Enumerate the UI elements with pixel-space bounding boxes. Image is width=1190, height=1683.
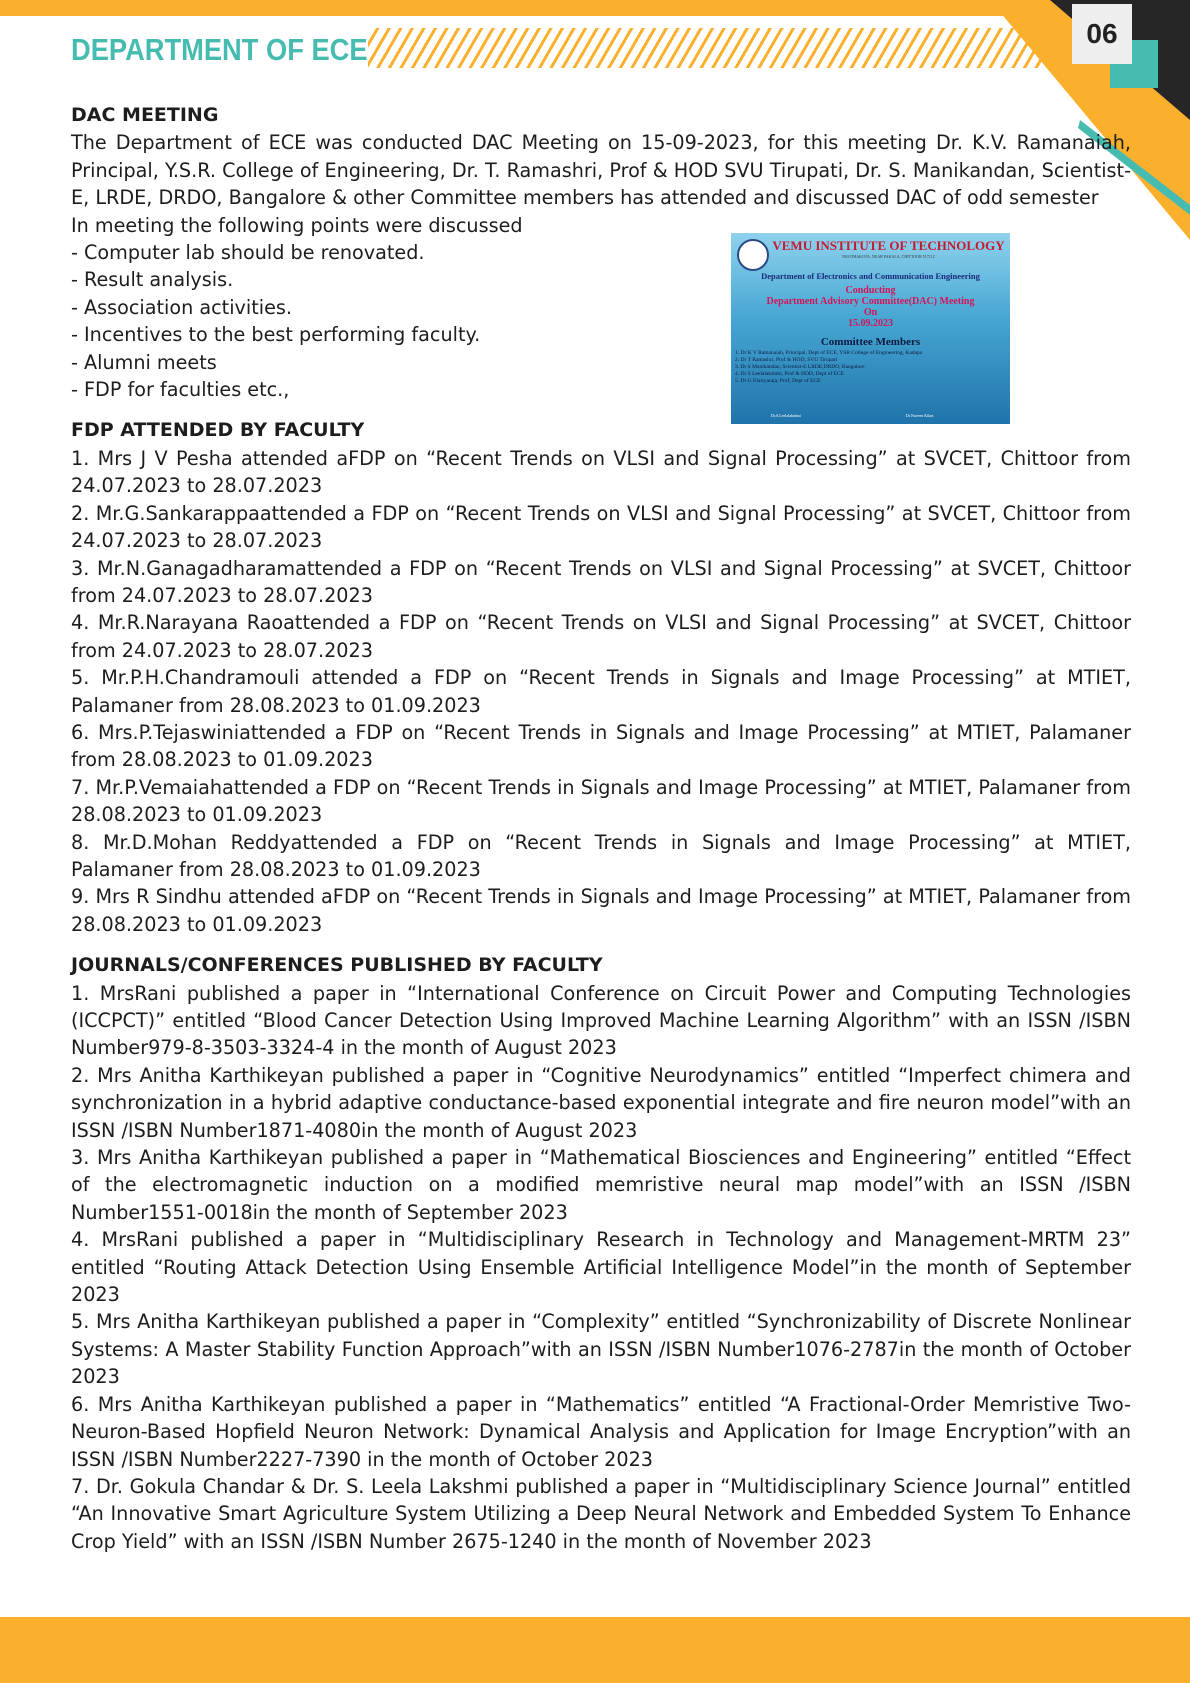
journals-list xyxy=(71,980,1131,1556)
list-item: 6. Mrs Anitha Karthikeyan published a paper in “Mathematics” entitled “A Fractional-Order Memristive Two-Neuron-Based Hopfield Neuron Network: Dynamical Analysis and Application for Image Encryption”with an ISSN /ISBN Number2227-7390 in the month of October 2023 xyxy=(71,1392,1131,1471)
poster-conducting-line: On xyxy=(863,307,878,318)
poster-member: 2. Dr T Ramashri, Prof & HOD, SVU Tirupati xyxy=(735,357,838,363)
list-item: - Computer lab should be renovated. xyxy=(71,241,425,265)
dac-meeting-poster xyxy=(731,233,1010,424)
list-item: 3. Mrs Anitha Karthikeyan published a paper in “Mathematical Biosciences and Engineering” entitled “Effect of the electromagnetic induction on a modified memristive neural map model”with an ISSN /ISBN Number1551-0018in the month of September 2023 xyxy=(71,1146,1131,1224)
department-title: DEPARTMENT OF ECE xyxy=(71,32,368,67)
fdp-heading: FDP ATTENDED BY FACULTY xyxy=(71,419,365,442)
list-item: - Alumni meets xyxy=(71,350,217,374)
fdp-section xyxy=(71,417,1131,938)
poster-members-heading: Committee Members xyxy=(820,336,921,348)
poster-department: Department of Electronics and Communication Engineering xyxy=(761,271,980,281)
institute-logo-icon xyxy=(737,239,769,271)
list-item: 8. Mr.D.Mohan Reddyattended a FDP on “Recent Trends in Signals and Image Processing” at MTIET, Palamaner from 28.08.2023 to 01.09.2023 xyxy=(71,830,1131,881)
poster-member: 5. Dr G Elairyaraja, Prof, Dept of ECE xyxy=(735,378,821,384)
list-item: 3. Mr.N.Ganagadharamattended a FDP on “Recent Trends on VLSI and Signal Processing” at SVCET, Chittoor from 24.07.2023 to 28.07.2023 xyxy=(71,556,1131,607)
page-number: 06 xyxy=(1072,4,1132,64)
journals-heading: JOURNALS/CONFERENCES PUBLISHED BY FACULTY xyxy=(71,954,603,977)
poster-member: 3. Dr S Manikandan, Scientist-E LRDE,DRDO, Bangalore xyxy=(735,364,865,370)
list-item: 7. Mr.P.Vemaiahattended a FDP on “Recent Trends in Signals and Image Processing” at MTIET, Palamaner from 28.08.2023 to 01.09.2023 xyxy=(71,775,1131,827)
list-item: 1. Mrs J V Pesha attended aFDP on “Recent Trends on VLSI and Signal Processing” at SVCET, Chittoor from 24.07.2023 to 28.07.2023 xyxy=(71,446,1131,498)
poster-conducting-line: Department Advisory Committee(DAC) Meeting xyxy=(766,296,975,307)
list-item: - Result analysis. xyxy=(71,268,234,292)
list-item: - Association activities. xyxy=(71,295,292,319)
list-item: 7. Dr. Gokula Chandar & Dr. S. Leela Lakshmi published a paper in “Multidisciplinary Science Journal” entitled “An Innovative Smart Agriculture System Utilizing a Deep Neural Network and Embedded System To Enhance Crop Yield” with an ISSN /ISBN Number 2675-1240 in the month of November 2023 xyxy=(71,1474,1131,1553)
list-item: 9. Mrs R Sindhu attended aFDP on “Recent Trends in Signals and Image Processing” at MTIET, Palamaner from 28.08.2023 to 01.09.2023 xyxy=(71,885,1131,936)
poster-member: 1. Dr K V Ramanaiah, Principal, Dept of ECE, YSR College of Engineering, Kadapa xyxy=(735,350,923,356)
poster-sign-left: Dr.S.Leelalakshmi xyxy=(771,413,801,418)
list-item: 4. MrsRani published a paper in “Multidisciplinary Research in Technology and Management-MRTM 23” entitled “Routing Attack Detection Using Ensemble Artificial Intelligence Model”in the month of September 2023 xyxy=(71,1228,1131,1307)
poster-sign-right: Dr.Naveen Kilari xyxy=(906,413,934,418)
poster-conducting xyxy=(731,285,1010,329)
poster-address: P.KOTHAKOTA, NEAR PAKALA, CHITTOOR 517112 xyxy=(842,254,935,259)
list-item: - Incentives to the best performing faculty. xyxy=(71,323,481,347)
list-item: 5. Mr.P.H.Chandramouli attended a FDP on “Recent Trends in Signals and Image Processing” at MTIET, Palamaner from 28.08.2023 to 01.09.2023 xyxy=(71,666,1131,717)
header-stripes xyxy=(368,28,1058,68)
list-item: 6. Mrs.P.Tejaswiniattended a FDP on “Recent Trends in Signals and Image Processing” at MTIET, Palamaner from 28.08.2023 to 01.09.2023 xyxy=(71,720,1131,772)
fdp-list xyxy=(71,445,1131,938)
list-item: - FDP for faculties etc., xyxy=(71,378,290,402)
poster-conducting-line: Conducting xyxy=(845,285,896,296)
list-item: 4. Mr.R.Narayana Raoattended a FDP on “Recent Trends on VLSI and Signal Processing” at SVCET, Chittoor from 24.07.2023 to 28.07.2023 xyxy=(71,611,1131,662)
poster-institute: VEMU INSTITUTE OF TECHNOLOGY xyxy=(772,238,1005,253)
dac-paragraph: The Department of ECE was conducted DAC Meeting on 15-09-2023, for this meeting Dr. K.V. Ramanaiah, Principal, Y.S.R. College of Engineering, Dr. T. Ramashri, Prof & HOD SVU Tirupati, Dr. S. Manikandan, Scientist-E, LRDE, DRDO, Bangalore & other Committee members has attended and discussed DAC of odd semester xyxy=(71,131,1131,210)
poster-conducting-line: 15.09.2023 xyxy=(848,318,893,329)
list-item: 1. MrsRani published a paper in “International Conference on Circuit Power and Computing Technologies (ICCPCT)” entitled “Blood Cancer Detection Using Improved Machine Learning Algorithm” with an ISSN /ISBN Number979-8-3503-3324-4 in the month of August 2023 xyxy=(71,981,1131,1060)
journals-section xyxy=(71,952,1131,1555)
poster-members xyxy=(735,350,1005,385)
footer-band xyxy=(0,1617,1190,1683)
dac-intro: In meeting the following points were discussed xyxy=(71,213,523,237)
list-item: 2. Mrs Anitha Karthikeyan published a paper in “Cognitive Neurodynamics” entitled “Imperfect chimera and synchronization in a hybrid adaptive conductance-based exponential integrate and fire neuron model”with an ISSN /ISBN Number1871-4080in the month of August 2023 xyxy=(71,1063,1131,1142)
list-item: 5. Mrs Anitha Karthikeyan published a paper in “Complexity” entitled “Synchronizability of Discrete Nonlinear Systems: A Master Stability Function Approach”with an ISSN /ISBN Number1076-2787in the month of October 2023 xyxy=(71,1310,1131,1389)
list-item: 2. Mr.G.Sankarappaattended a FDP on “Recent Trends on VLSI and Signal Processing” at SVCET, Chittoor from 24.07.2023 to 28.07.2023 xyxy=(71,501,1131,553)
dac-heading: DAC MEETING xyxy=(71,104,219,126)
poster-member: 4. Dr S Leelalakshmi, Prof & HOD, Dept of ECE xyxy=(735,371,845,377)
